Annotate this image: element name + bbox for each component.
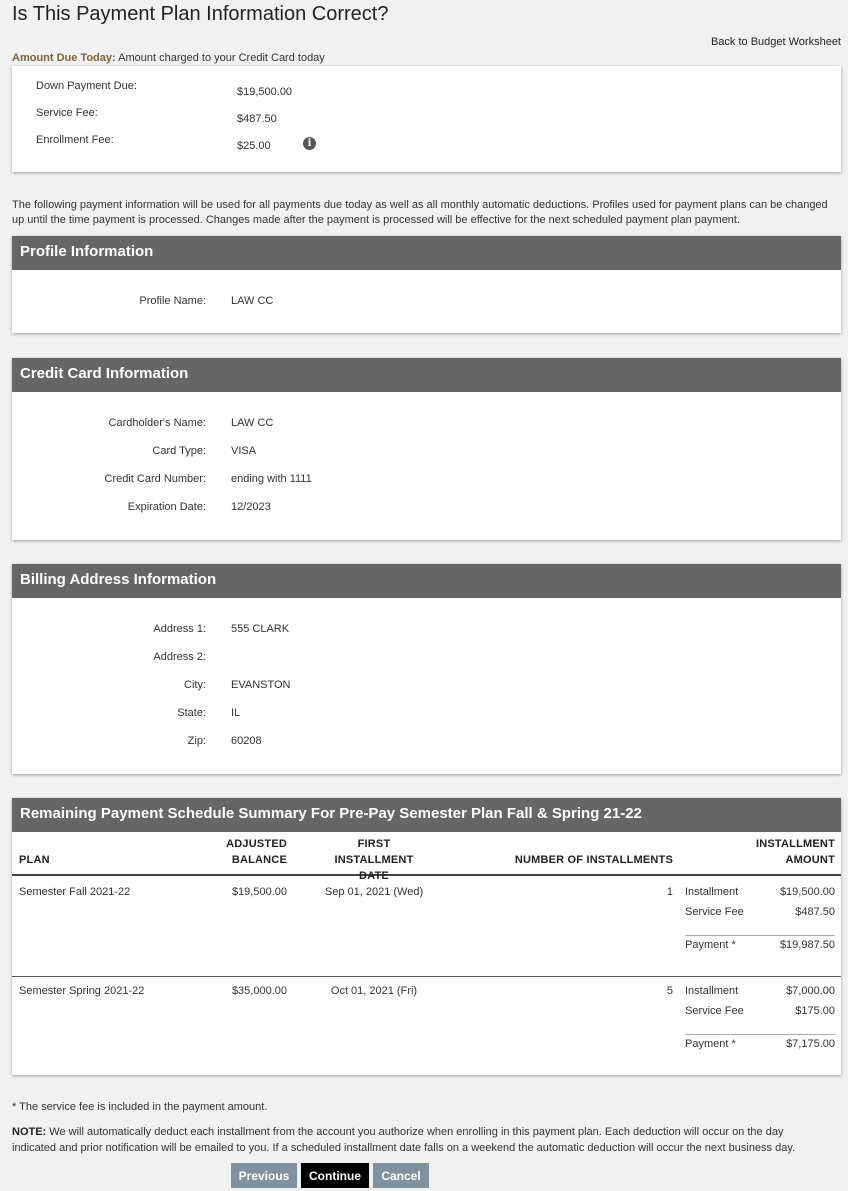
service-fee-row bbox=[36, 107, 841, 123]
col-plan: PLAN bbox=[19, 854, 50, 866]
card-number-row bbox=[12, 473, 841, 489]
deduction-note bbox=[12, 1124, 822, 1156]
down-payment-row bbox=[36, 80, 841, 96]
breakdown-label: Payment * bbox=[685, 1038, 736, 1050]
profile-name-row bbox=[12, 295, 841, 311]
field-label: Card Type: bbox=[152, 445, 206, 457]
field-label: Cardholder's Name: bbox=[108, 417, 206, 429]
breakdown-label: Installment bbox=[685, 985, 739, 997]
continue-button[interactable]: Continue bbox=[301, 1163, 369, 1188]
back-to-budget-worksheet-link[interactable]: Back to Budget Worksheet bbox=[710, 36, 841, 48]
credit-card-information-section bbox=[12, 358, 841, 540]
field-value: LAW CC bbox=[231, 417, 274, 429]
field-value: IL bbox=[231, 707, 241, 719]
amount-due-card bbox=[12, 66, 841, 172]
service-fee-footnote: * The service fee is included in the payment amount. bbox=[12, 1101, 268, 1113]
fee-label: Service Fee: bbox=[36, 107, 98, 119]
note-label: NOTE: bbox=[12, 1126, 47, 1138]
field-label: Zip: bbox=[187, 735, 206, 747]
previous-button[interactable]: Previous bbox=[231, 1163, 297, 1188]
profile-information-section bbox=[12, 236, 841, 333]
page-title: Is This Payment Plan Information Correct? bbox=[12, 3, 389, 25]
field-label: Expiration Date: bbox=[127, 501, 206, 513]
field-label: Address 1: bbox=[153, 623, 206, 635]
breakdown-label: Service Fee bbox=[685, 906, 744, 918]
col-date-line1: FIRST bbox=[357, 838, 391, 850]
breakdown-value: $19,987.50 bbox=[779, 939, 835, 951]
fee-value: $25.00 bbox=[237, 140, 271, 152]
adjusted-balance: $35,000.00 bbox=[231, 985, 287, 997]
section-header: Credit Card Information bbox=[12, 358, 841, 392]
fee-value: $19,500.00 bbox=[237, 86, 293, 98]
installment-count: 5 bbox=[666, 985, 673, 997]
adjusted-balance: $19,500.00 bbox=[231, 886, 287, 898]
col-balance-line2: BALANCE bbox=[231, 854, 287, 866]
breakdown-label: Payment * bbox=[685, 939, 736, 951]
zip-row bbox=[12, 735, 841, 751]
fee-label: Down Payment Due: bbox=[36, 80, 137, 92]
first-installment-date: Oct 01, 2021 (Fri) bbox=[330, 985, 418, 997]
breakdown-value: $175.00 bbox=[795, 1005, 835, 1017]
field-label: Credit Card Number: bbox=[104, 473, 206, 485]
col-balance-line1: ADJUSTED bbox=[226, 838, 287, 850]
col-amount-line1: INSTALLMENT bbox=[756, 838, 835, 850]
installment-count: 1 bbox=[666, 886, 673, 898]
amount-due-description: Amount charged to your Credit Card today bbox=[118, 52, 325, 64]
divider bbox=[685, 1034, 835, 1035]
schedule-table-header bbox=[12, 832, 841, 882]
divider bbox=[12, 976, 841, 977]
breakdown-value: $487.50 bbox=[795, 906, 835, 918]
field-value: 12/2023 bbox=[231, 501, 271, 513]
field-value: VISA bbox=[231, 445, 257, 457]
field-label: Profile Name: bbox=[139, 295, 206, 307]
amount-due-today bbox=[12, 52, 325, 64]
field-value: 555 CLARK bbox=[231, 623, 290, 635]
cardholder-name-row bbox=[12, 417, 841, 433]
enrollment-fee-row bbox=[36, 134, 841, 150]
address1-row bbox=[12, 623, 841, 639]
field-value: LAW CC bbox=[231, 295, 274, 307]
breakdown-label: Installment bbox=[685, 886, 739, 898]
payment-schedule-section bbox=[12, 798, 841, 1075]
card-type-row bbox=[12, 445, 841, 461]
divider bbox=[685, 935, 835, 936]
col-date-line2: INSTALLMENT DATE bbox=[334, 854, 414, 882]
breakdown-label: Service Fee bbox=[685, 1005, 744, 1017]
expiration-date-row bbox=[12, 501, 841, 517]
section-header: Profile Information bbox=[12, 236, 841, 270]
field-label: Address 2: bbox=[153, 651, 206, 663]
section-header: Billing Address Information bbox=[12, 564, 841, 598]
field-value: 60208 bbox=[231, 735, 262, 747]
col-installments: NUMBER OF INSTALLMENTS bbox=[514, 854, 673, 866]
col-amount-line2: AMOUNT bbox=[785, 854, 835, 866]
breakdown-value: $7,000.00 bbox=[786, 985, 835, 997]
section-header: Remaining Payment Schedule Summary For Pre-Pay Semester Plan Fall & Spring 21-22 bbox=[12, 798, 841, 832]
fee-label: Enrollment Fee: bbox=[36, 134, 114, 146]
field-value: ending with 1111 bbox=[231, 473, 312, 485]
note-text: We will automatically deduct each installment from the account you authorize when enrolling in this payment plan. Each deduction will occur on the day indicated and prior notification will be emailed to you. If a scheduled installment date falls on a weekend the automatic deduction will occur the next business day. bbox=[12, 1126, 796, 1154]
first-installment-date: Sep 01, 2021 (Wed) bbox=[324, 886, 424, 898]
field-label: State: bbox=[177, 707, 206, 719]
info-icon[interactable]: i bbox=[303, 137, 316, 150]
cancel-button[interactable]: Cancel bbox=[373, 1163, 429, 1188]
city-row bbox=[12, 679, 841, 695]
plan-name: Semester Fall 2021-22 bbox=[19, 886, 131, 898]
billing-address-section bbox=[12, 564, 841, 774]
intro-text: The following payment information will be used for all payments due today as well as all monthly automatic deductions. Profiles used for payment plans can be changed up until the time payment is processed. Changes made after the payment is processed will be effective for the next scheduled payment plan payment. bbox=[12, 199, 828, 226]
field-value: EVANSTON bbox=[231, 679, 291, 691]
address2-row bbox=[12, 651, 841, 667]
plan-name: Semester Spring 2021-22 bbox=[19, 985, 145, 997]
breakdown-value: $19,500.00 bbox=[779, 886, 835, 898]
field-label: City: bbox=[184, 679, 206, 691]
amount-due-label: Amount Due Today: bbox=[12, 52, 116, 64]
state-row bbox=[12, 707, 841, 723]
breakdown-value: $7,175.00 bbox=[786, 1038, 835, 1050]
fee-value: $487.50 bbox=[237, 113, 277, 125]
